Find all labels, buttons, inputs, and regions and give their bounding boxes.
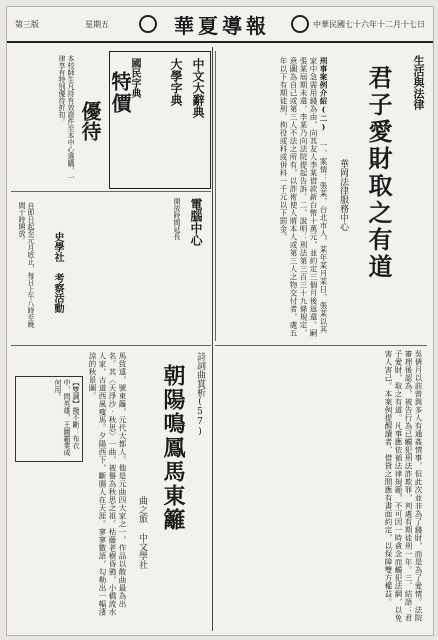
product-name-1: 中文大辭典 xyxy=(191,58,205,118)
product-name-2: 大學字典 xyxy=(169,58,183,106)
article-headline: 君子愛財取之有道 xyxy=(364,65,393,281)
shop-desc: 開放時間延長 xyxy=(173,198,181,240)
poetry-subtitle: 曲之旅 xyxy=(137,496,147,523)
poetry-author-name: 中文學社 xyxy=(137,533,147,569)
page-number: 第三版 xyxy=(15,20,39,29)
poetry-column xyxy=(11,345,211,630)
poetry-title: 朝陽鳴鳳馬東籬 xyxy=(160,364,186,532)
article-body-continued: 吳倩月以前曾與多人有通姦情事，但此次並非為了錢財，而是為了愛情。法院審理後認為，被告行為已觸犯刑法詐欺罪，判處有期徒刑一年。三、結語：君子愛財，取之有道。凡事應依循法律規範，不可因一時貪念而觸犯法網，以免害人害己。本案例提醒讀者，借貸之間應有書面約定，以保障雙方權益。 xyxy=(384,350,423,622)
article-body-text: 一、案情：張某，台北市人，某年某月某日，張某以其家中急需用錢為由，向其友人李某借款新台幣十萬元，並約定三個月後返還。嗣張某屆期未還，李某乃向法院提起告訴。二、說明：刑法第三百三十九條規定，意圖為自己或第三人不法之所有，以詐術使人將本人或第三人之物交付者，處五年以下有期徒刑、拘役或科或併科一千元以下罰金。 xyxy=(279,57,328,337)
newspaper-title: 華夏導報 xyxy=(174,14,270,38)
article-byline: 華岡法律服務中心 xyxy=(338,159,348,231)
logo-circle-left xyxy=(139,15,157,33)
computer-center-notice xyxy=(11,191,211,342)
promo-note: 本校師生凡持有效證件至本中心選購，一律享有特別優待折扣。 xyxy=(58,55,75,181)
advertisement xyxy=(11,51,211,341)
promo-line-2: 優待 xyxy=(78,101,102,141)
poetry-body: 馬致遠，號東籬，元代大都人。他是元曲四大家之一，作品以散曲最為出名。其〈天淨沙‧秋思〉一曲，被譽為秋思之祖。枯藤老樹昏鴉，小橋流水人家，古道西風瘦馬。夕陽西下，斷腸人在天涯。寥寥數語，勾勒出一幅淒涼的秋景圖。 xyxy=(88,352,127,616)
publication-date: 中華民國七十六年十二月十七日 xyxy=(313,20,425,29)
shop-name: 電腦中心 xyxy=(189,198,203,246)
promo-line-1: 特價 xyxy=(108,71,132,115)
main-article-continued xyxy=(215,345,427,630)
weekday: 星期五 xyxy=(85,20,109,29)
poetry-quote-box: 【雙調】撥不斷：布衣中，問英雄，王圖霸業成何用。 xyxy=(15,376,83,462)
column-divider xyxy=(212,47,213,631)
logo-circle-right xyxy=(291,15,309,33)
article-series: 刑事案例介紹(二) xyxy=(319,57,328,132)
section-label: 生活與法律 xyxy=(412,55,425,110)
history-club-notice: 史學社 考察活動 xyxy=(52,232,63,313)
product-brand: 國民字典 xyxy=(129,58,140,98)
poetry-series: 詩詞曲賞析(57) xyxy=(195,352,205,437)
newspaper-page xyxy=(6,6,434,636)
shop-hours: 自即日起至元月底止，每日上午八時至晚間十時開放。 xyxy=(18,202,35,328)
masthead xyxy=(7,7,433,43)
poetry-author xyxy=(136,496,147,569)
main-article xyxy=(215,51,428,341)
article-body xyxy=(220,57,328,337)
